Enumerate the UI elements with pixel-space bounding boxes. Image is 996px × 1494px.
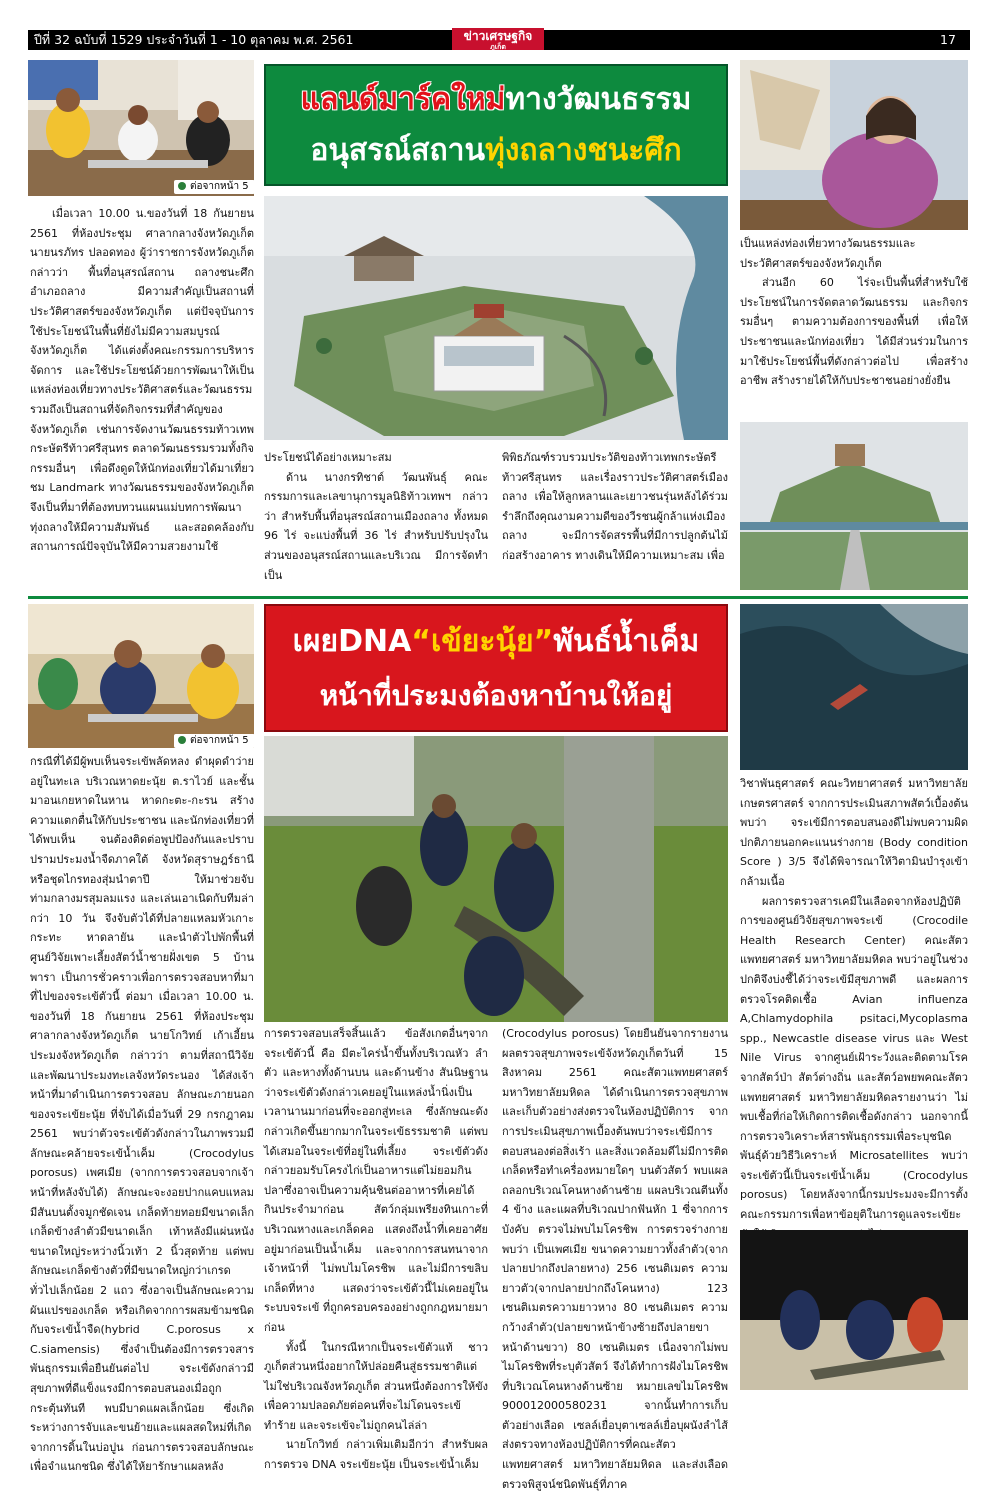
bullet-icon: [178, 736, 186, 744]
crocodile-sea-photo: [740, 604, 968, 770]
story1-column-4: เป็นแหล่งท่องเที่ยวทางวัฒนธรรมและประวัติศาสตร์ของจังหวัดภูเก็ต ส่วนอีก 60 ไร่จะเป็นพื้นที่สำหรับใช้ประโยชน์ในการจัดตลาดวัฒนธรรม และกิจกรรมอื่นๆ ตามความต้องการของพื้นที่ เพื่อให้ประชาชนและนักท่องเที่ยว ได้มีส่วนร่วมในการมาใช้ประโยชน์พื้นที่ดังกล่าวต่อไป เพื่อสร้างอาชีพ สร้างรายได้ให้กับประชาชนอย่างยั่งยืน: [740, 237, 968, 388]
headline-2: [264, 604, 728, 732]
story2-column-1: กรณีที่ได้มีผู้พบเห็นจระเข้พลัดหลง ดำผุดดำว่ายอยู่ในทะเล บริเวณหาดยะนุ้ย ต.ราไวย์ และชั้นมาอนเกยหาดในหาน หาดกะตะ-กะรน สร้างความแตกตื่นให้กับประชาชน และนักท่องเที่ยวที่ได้พบเห็น จนต้องติดต่อพูปป้องกันและปราบปรามประมงน้ำจืดภาคใต้ จังหวัดสุราษฎร์ธานี หรือชุดไกรทองสุ่มนำตาปี ให้มาช่วยจับท่ามกลางมรสุมลมแรง และเล่นเอาเนิดกับทีมล่ากว่า 10 วัน จึงจับตัวได้ที่ปลายแหลมหัวเกาะกระทะ หาดลายัน และนำตัวไปพักพื้นที่ ศูนย์วิจัยเพาะเลี้ยงสัตว์น้ำชายฝั่งเขต 5 บ้านพารา เป็นการชั่วคราวเพื่อการตรวจสอบหาที่มาที่ไปของจระเข้ตัวนี้ ต่อมา เมื่อเวลา 10.00 น. ของวันที่ 18 กันยายน 2561 ที่ห้องประชุม ศาลากลางจังหวัดภูเก็ต นายโกวิทย์ เก้าเอี้ยน ประมงจังหวัดภูเก็ต กล่าวว่า ตามที่สถานีวิจัยและพัฒนาประมงทะเลจังหวัดระนอง ได้ส่งเจ้าหน้าที่มาดำเนินการตรวจสอบ ลักษณะภายนอกของจระเข้ยะนุ้ย ที่จับได้เมื่อวันที่ 29 กรกฎาคม 2561 พบว่าตัวจระเข้ตัวดังกล่าวในภาพรวมมีลักษณะคล้ายจระเข้น้ำเค็ม (Crocodylus porosus) เพศเมีย (จากการตรวจสอบจากเจ้าหน้าที่หลังจับได้) ลักษณะจะงอยปากแคบแหลม มีสันบนตั้งจมูกชัดเจน เกล็ดท้ายทอยมีขนาดเล็ก เกล็ดข้างลำตัวมีขนาดเล็ก เท้าหลังมีแผ่นหนังขนาดใหญ่ระหว่างนิ้วเท้า 2 นิ้วสุดท้าย แต่พบลักษณะเกล็ดข้างตัวที่มีขนาดใหญ่กว่าเกรดทั่วไปเล็กน้อย 2 แถว ซึ่งอาจเป็นลักษณะความผันแปรของเกล็ด หรือเกิดจากการผสมข้ามชนิดกับจระเข้น้ำจืด(hybrid C.porosus x C.siamensis) ซึ่งจำเป็นต้องมีการตรวจสารพันธุกรรมเพื่อยืนยันต่อไป จระเข้ดังกล่าวมีสุขภาพที่ดีแข็งแรงมีการตอบสนองเมื่อถูกกระตุ้นทันที พบมีบาดแผลเล็กน้อย ซึ่งเกิดระหว่างการจับและขนย้ายและแผลสดใหม่ที่เกิดจากการดิ้นในบ่อปูน ก่อนการตรวจสอบลักษณะเพื่อจำแนกชนิด ซึ่งได้ให้ยารักษาแผลหลัง: [30, 755, 254, 1474]
logo-subtext: ภูเก็ต: [490, 42, 506, 51]
headline-1: [264, 64, 728, 186]
crocodile-capture-photo: [264, 736, 728, 1022]
meeting-photo-2: [28, 604, 254, 748]
bullet-icon: [178, 182, 186, 190]
headline-1-highlight: แลนด์มาร์คใหม่: [300, 82, 506, 117]
story1-column-3: พิพิธภัณฑ์รวบรวมประวัติของท้าวเทพกระษัตรีท้าวศรีสุนทร และเรื่องราวประวัติศาสตร์เมืองถลาง เพื่อให้ลูกหลานและเยาวชนรุ่นหลังได้ร่วมรำลึกถึงคุณงามความดีของวีรชนผู้กล้าแห่งเมืองถลาง จะมีการจัดสรรพื้นที่มีการปลูกต้นไม้ก่อสร้างอาคาร ทางเดินให้มีความเหมาะสม เพื่อ: [502, 451, 728, 562]
logo-text: ข่าวเศรษฐกิจ: [463, 29, 533, 43]
newspaper-logo: [452, 28, 544, 50]
headline-1-rest: ทางวัฒนธรรม: [505, 82, 692, 117]
monument-rendering: [264, 196, 728, 440]
page-number: 17: [940, 32, 956, 47]
headline-2-line2: หน้าที่ประมงต้องหาบ้านให้อยู่: [319, 679, 673, 712]
meeting-photo-1: [28, 60, 254, 196]
headline-1-line2-start: อนุสรณ์สถาน: [310, 133, 485, 168]
continued-label-1: ต่อจากหน้า 5: [174, 180, 255, 194]
story2-column-4: วิชาพันธุศาสตร์ คณะวิทยาศาสตร์ มหาวิทยาลัยเกษตรศาสตร์ จากการประเมินสภาพสัตว์เบื้องต้นพบว่า จระเข้มีการตอบสนองดีไม่พบความผิดปกติภายนอกคะแนนร่างกาย (Body condition Score ) 3/5 จึงได้พิจารณาให้วิตามินบำรุงเข้ากล้ามเนื้อ ผลการตรวจสารเคมีในเลือดจากห้องปฏิบัติการของศูนย์วิจัยสุขภาพจระเข้ (Crocodile Health Research Center) คณะสัตวแพทยศาสตร์ มหาวิทยาลัยมหิดล พบว่าอยู่ในช่วงปกติจึงบ่งชี้ได้ว่าจระเข้มีสุขภาพดี และผลการตรวจโรคติดเชื้อ Avian influenza A,Chlamydophila psitaci,Mycoplasma spp., Newcastle disease virus และ West Nile Virus จากศูนย์เฝ้าระวังและติดตามโรคจากสัตว์ป่า สัตว์ต่างถิ่น และสัตว์อพยพคณะสัตวแพทยศาสตร์ มหาวิทยาลัยมหิดลรายงานว่า ไม่พบเชื้อที่ก่อให้เกิดการติดเชื้อดังกล่าว นอกจากนี้การตรวจวิเคราะห์สารพันธุกรรมเพื่อระบุชนิดพันธุ์ด้วยวิธีวิเคราะห์ Microsatellites พบว่าจระเข้ตัวนี้เป็นจระเข้น้ำเค็ม (Crocodylus porosus) โดยหลังจากนี้กรมประมงจะมีการตั้งคณะกรรมการเพื่อหาข้อยุติในการดูแลจระเข้ยะ: [740, 777, 968, 1222]
story1-column-2: ประโยชน์ได้อย่างเหมาะสม ด้าน นางกรทิชาต์ วัฒนพันธุ์ คณะกรรมการและเลขานุการมูลนิธิท้าวเทพฯ กล่าวว่า สำหรับพื้นที่อนุสรณ์สถานเมืองถลาง ทั้งหมด 96 ไร่ จะแบ่งพื้นที่ 36 ไร่ สำหรับปรับปรุงในส่วนของอนุสรณ์สถานและบริเวณ มีการจัดทำเป็น: [264, 451, 488, 582]
section-divider: [28, 596, 968, 599]
headline-1-line2-highlight: ทุ่งถลางชนะศึก: [484, 133, 682, 168]
continued-label-2: ต่อจากหน้า 5: [174, 734, 255, 748]
night-rescue-photo: [740, 1230, 968, 1390]
story2-column-3: (Crocodylus porosus) โดยยืนยันจากรายงานผลตรวจสุขภาพจระเข้จังหวัดภูเก็ตวันที่ 15 สิงหาคม 2561 คณะสัตวแพทยศาสตร์ มหาวิทยาลัยมหิดล ได้ดำเนินการตรวจสุขภาพและเก็บตัวอย่างส่งตรวจในห้องปฏิบัติการ จากการประเมินสุขภาพเบื้องต้นพบว่าจระเข้มีการตอบสนองต่อสิ่งเร้า และสิ่งแวดล้อมดีไม่มีการติดเกล็ดหรือทำเครื่องหมายใดๆ บนตัวสัตว์ พบแผลถลอกบริเวณโคนหางด้านซ้าย แผลบริเวณตีนทั้ง 4 ข้าง และแผลที่บริเวณปากฟันหัก 1 ซี่จากการบังคับ ตรวจไม่พบไมโครชิพ การตรวจร่างกายพบว่า เป็นเพศเมีย ขนาดความยาวทั้งลำตัว(จากปลายปากถึงปลายหาง) 256 เซนติเมตร ความยาวตัว(จากปลายปากถึงโคนหาง) 123 เซนติเมตรความยาวหาง 80 เซนติเมตร ความกว้างลำตัว(ปลายขาหน้าข้างซ้ายถึงปลายขาหน้าด้านขวา) 80 เซนติเมตร เนื่องจากไม่พบไมโครชิพที่ระบุตัวสัตว์ จึงได้ทำการฝังไมโครชิพที่บริเวณโคนหางด้านซ้าย หมายเลขไมโครชิพ 900012000580231 จากนั้นทำการเก็บตัวอย่างเลือด เซลล์เยื่อบุตาเซลล์เยื่อบุผนังลำไส้ ส่งตรวจทางห้องปฏิบัติการที่คณะสัตวแพทยศาสตร์ มหาวิทยาลัยมหิดล และส่งเลือดตรวจพิสูจน์ชนิดพันธุ์ที่ภาค: [502, 1027, 728, 1491]
story1-column-1: เมื่อเวลา 10.00 น.ของวันที่ 18 กันยายน 2561 ที่ห้องประชุม ศาลากลางจังหวัดภูเก็ต นายนรภัทร ปลอดทอง ผู้ว่าราชการจังหวัดภูเก็ต กล่าวว่า พื้นที่อนุสรณ์สถาน ถลางชนะศึก อำเภอถลาง มีความสำคัญเป็นสถานที่ประวัติศาสตร์ของจังหวัดภูเก็ต แต่ปัจจุบันการใช้ประโยชน์ในพื้นที่ยังไม่มีความสมบูรณ์ จังหวัดภูเก็ต ได้แต่งตั้งคณะกรรมการบริหารจัดการ และใช้ประโยชน์ด้วยการพัฒนาให้เป็นแหล่งท่องเที่ยวทางประวัติศาสตร์และวัฒนธรรม รวมถึงเป็นสถานที่จัดกิจกรรมที่สำคัญของจังหวัดภูเก็ต เช่นการจัดงานวัฒนธรรมท้าวเทพกระษัตรีท้าวศรีสุนทร ตลาดวัฒนธรรมรวมทั้งกิจกรรมอื่นๆ เพื่อดึงดูดให้นักท่องเที่ยวได้มาเที่ยวชม Landmark ทางวัฒนธรรมของจังหวัดภูเก็ต จึงเป็นที่มาที่ต้องทบทวนแผนแม่บทการพัฒนาทุ่งถลางให้มีความสัมพันธ์ และสอดคล้องกับสถานการณ์ปัจจุบันให้มีความสวยงามใช้: [30, 207, 254, 554]
headline-2-rest: พันธ์น้ำเค็ม: [553, 624, 700, 659]
headline-2-highlight: “เข้ยะนุ้ย”: [411, 624, 554, 659]
page-header: [0, 0, 996, 58]
official-photo: [740, 60, 968, 230]
headline-2-start: เผยDNA: [292, 624, 412, 659]
walkway-rendering: [740, 422, 968, 590]
issue-info: ปีที่ 32 ฉบับที่ 1529 ประจำวันที่ 1 - 10 ตุลาคม พ.ศ. 2561: [34, 32, 354, 47]
story2-column-2: การตรวจสอบเสร็จสิ้นแล้ว ข้อสังเกตอื่นๆจากจระเข้ตัวนี้ คือ มีตะไคร่น้ำขึ้นทั้งบริเวณหัว ลำตัว และหางทั้งด้านบน และด้านข้าง สันนิษฐานว่าจระเข้ตัวดังกล่าวเคยอยู่ในแหล่งน้ำนิ่งเป็นเวลานานมาก่อนที่จะออกสู่ทะเล ซึ่งลักษณะดังกล่าวเกิดขึ้นยากมากในจระเข้ธรรมชาติ แต่พบได้เสมอในจระเข้ที่อยู่ในที่เลี้ยง จระเข้ตัวดังกล่าวยอมรับโครงไก่เป็นอาหารแต่ไม่ยอมกินปลาซึ่งอาจเป็นความคุ้นชินต่ออาหารที่เคยได้กินประจำมาก่อน สัตว์กลุ่มเพรียงทินเกาะที่บริเวณหางและเกล็ดคอ แสดงถึงน้ำที่เคยอาศัยอยู่มาก่อนเป็นน้ำเค็ม และจากการสนทนาจากเจ้าหน้าที่ ไม่พบไมโครชิพ และไม่มีการขลิบเกล็ดที่หาง แสดงว่าจระเข้ตัวนี้ไม่เคยอยู่ในระบบจระเข้ ที่ถูกครอบครองอย่างถูกกฎหมายมาก่อน ทั้งนี้ ในกรณีหากเป็นจระเข้ตัวแท้ ชาวภูเก็ตส่วนหนึ่งอยากให้ปล่อยคืนสู่ธรรมชาติแต่ไม่ใช่บริเวณจังหวัดภูเก็ต ส่วนหนึ่งต้องการให้ขังเพื่อความปลอดภัยต่อคนที่จะไม่โดนจระเข้ทำร้าย และจระเข้จะไม่ถูกคนไล่ล่า นายโกวิทย์ กล่าวเพิ่มเติมอีกว่า สำหรับผลการตรวจ DNA จระเข้ยะนุ้ย เป็นจระเข้น้ำเค็ม: [264, 1027, 489, 1472]
